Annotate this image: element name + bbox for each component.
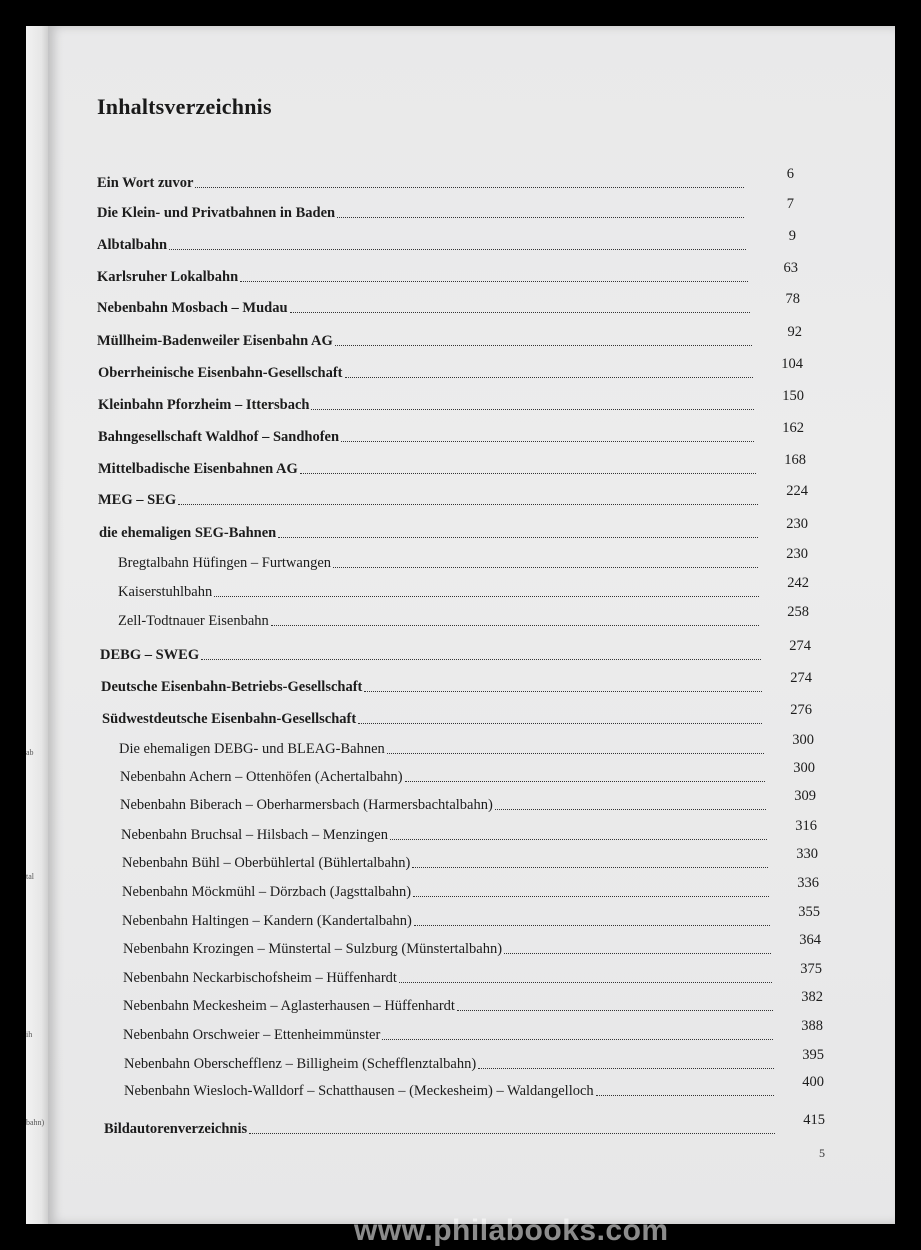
toc-entry-title: Südwestdeutsche Eisenbahn-Gesellschaft [102, 711, 357, 727]
toc-entry-page-number: 224 [786, 483, 808, 499]
toc-entry-page-number: 230 [786, 516, 808, 532]
toc-entry-title: Die ehemaligen DEBG- und BLEAG-Bahnen [119, 741, 385, 757]
toc-entry [102, 702, 812, 728]
watermark: www.philabooks.com [354, 1214, 669, 1247]
toc-entry-title: Nebenbahn Neckarbischofsheim – Hüffenhardt [123, 970, 397, 986]
dot-leader [214, 596, 759, 597]
toc-entry-title: Kaiserstuhlbahn [118, 584, 213, 600]
toc-entry [121, 818, 817, 844]
dot-leader [412, 867, 768, 868]
toc-entry-title: Albtalbahn [97, 237, 168, 253]
toc-entry [120, 788, 816, 814]
toc-entry [122, 875, 819, 901]
toc-entry-page-number: 316 [795, 818, 817, 834]
dot-leader [341, 441, 754, 442]
dot-leader [290, 312, 750, 313]
toc-entry-title: Nebenbahn Bruchsal – Hilsbach – Menzingen [121, 827, 388, 843]
toc-entry-page-number: 274 [790, 670, 812, 686]
toc-entry-title: MEG – SEG [98, 492, 177, 508]
toc-entry-title: Nebenbahn Möckmühl – Dörzbach (Jagsttalbahn) [122, 884, 412, 900]
toc-entry [98, 388, 804, 414]
toc-entry-title: Zell-Todtnauer Eisenbahn [118, 613, 269, 629]
facing-page-fragment: bahn) [26, 1118, 45, 1127]
toc-entry-page-number: 92 [787, 324, 802, 340]
toc-entry-page-number: 375 [800, 961, 822, 977]
page-number: 5 [819, 1146, 825, 1160]
dot-leader [405, 781, 765, 782]
toc-entry [123, 989, 823, 1015]
toc-entry-page-number: 162 [782, 420, 804, 436]
dot-leader [271, 625, 759, 626]
toc-entry-title: Müllheim-Badenweiler Eisenbahn AG [97, 333, 333, 349]
toc-entry [123, 932, 821, 958]
facing-page-fragment: ab [26, 748, 34, 757]
toc-entry [100, 638, 811, 664]
toc-entry-title: Nebenbahn Haltingen – Kandern (Kandertalbahn) [122, 913, 412, 929]
toc-entry [97, 291, 800, 317]
book-page [48, 26, 895, 1247]
toc-entry-page-number: 300 [792, 732, 814, 748]
toc-entry-page-number: 242 [787, 575, 809, 591]
dot-leader [300, 473, 756, 474]
facing-page-edge [26, 26, 48, 1224]
dot-leader [311, 409, 754, 410]
table-of-contents [48, 26, 895, 1224]
toc-entry [118, 546, 808, 572]
toc-entry-page-number: 9 [788, 228, 796, 244]
toc-entry-page-number: 415 [803, 1112, 825, 1128]
dot-leader [195, 187, 744, 188]
dot-leader [201, 659, 761, 660]
toc-entry-page-number: 63 [783, 260, 798, 276]
page-title: Inhaltsverzeichnis [97, 94, 272, 119]
dot-leader [387, 753, 764, 754]
toc-entry-title: Mittelbadische Eisenbahnen AG [98, 461, 298, 477]
toc-entry-title: Nebenbahn Meckesheim – Aglasterhausen – Hüffenhardt [123, 998, 455, 1014]
dot-leader [249, 1133, 775, 1134]
dot-leader [504, 953, 771, 954]
facing-page-fragment: ih [26, 1030, 33, 1039]
toc-entry-title: Nebenbahn Mosbach – Mudau [97, 300, 288, 316]
toc-entry [99, 516, 808, 542]
dot-leader [178, 504, 758, 505]
toc-entry-page-number: 6 [786, 166, 794, 182]
toc-entry [122, 846, 818, 872]
toc-entry-page-number: 104 [781, 356, 803, 372]
toc-entry [123, 1018, 823, 1044]
toc-entry [118, 604, 809, 630]
facing-page-fragment: tal [26, 872, 34, 881]
toc-entry-page-number: 395 [802, 1047, 824, 1063]
dot-leader [169, 249, 746, 250]
toc-entry-title: Bildautorenverzeichnis [104, 1121, 248, 1137]
dot-leader [358, 723, 762, 724]
toc-entry-title: Nebenbahn Orschweier – Ettenheimmünster [123, 1027, 381, 1043]
toc-entry-page-number: 78 [785, 291, 800, 307]
toc-entry [119, 732, 814, 758]
toc-entry [122, 904, 820, 930]
toc-entry [97, 260, 798, 286]
dot-leader [364, 691, 762, 692]
toc-entry-page-number: 400 [802, 1074, 824, 1090]
dot-leader [457, 1010, 773, 1011]
toc-entry-title: Kleinbahn Pforzheim – Ittersbach [98, 397, 310, 413]
toc-entry-title: Nebenbahn Oberschefflenz – Billigheim (Schefflenztalbahn) [124, 1056, 477, 1072]
toc-entry [98, 452, 806, 478]
dot-leader [414, 925, 770, 926]
toc-entry-page-number: 150 [782, 388, 804, 404]
dot-leader [333, 567, 758, 568]
dot-leader [345, 377, 754, 378]
toc-entry-title: Nebenbahn Krozingen – Münstertal – Sulzburg (Münstertalbahn) [123, 941, 503, 957]
toc-entry-page-number: 258 [787, 604, 809, 620]
toc-entry [98, 356, 803, 382]
toc-entry-page-number: 330 [796, 846, 818, 862]
toc-entry [118, 575, 809, 601]
toc-entry-page-number: 230 [786, 546, 808, 562]
dot-leader [596, 1095, 774, 1096]
toc-entry [101, 670, 812, 696]
dot-leader [390, 839, 767, 840]
toc-entry-title: Bahngesellschaft Waldhof – Sandhofen [98, 429, 340, 445]
toc-entry [123, 961, 822, 987]
toc-entry-page-number: 382 [801, 989, 823, 1005]
dot-leader [278, 537, 758, 538]
toc-entry-title: Nebenbahn Achern – Ottenhöfen (Achertalbahn) [120, 769, 403, 785]
toc-entry [98, 483, 808, 509]
toc-entry-page-number: 364 [799, 932, 821, 948]
toc-entry-title: Deutsche Eisenbahn-Betriebs-Gesellschaft [101, 679, 363, 695]
toc-entry [98, 420, 804, 446]
toc-entry [97, 228, 796, 254]
toc-entry-page-number: 300 [793, 760, 815, 776]
dot-leader [495, 809, 766, 810]
toc-entry-title: Bregtalbahn Hüfingen – Furtwangen [118, 555, 332, 571]
toc-entry-page-number: 309 [794, 788, 816, 804]
toc-entry-title: Nebenbahn Bühl – Oberbühlertal (Bühlertalbahn) [122, 855, 411, 871]
dot-leader [382, 1039, 773, 1040]
dot-leader [478, 1068, 774, 1069]
toc-entry-title: Nebenbahn Wiesloch-Walldorf – Schatthausen – (Meckesheim) – Waldangelloch [124, 1083, 594, 1099]
toc-entry-page-number: 355 [798, 904, 820, 920]
toc-entry-title: Nebenbahn Biberach – Oberharmersbach (Harmersbachtalbahn) [120, 797, 493, 813]
dot-leader [240, 281, 748, 282]
toc-entry [120, 760, 815, 786]
toc-entry-page-number: 7 [786, 196, 794, 212]
toc-entry-title: Ein Wort zuvor [97, 175, 194, 191]
dot-leader [335, 345, 752, 346]
toc-entry-page-number: 168 [784, 452, 806, 468]
toc-entry [104, 1112, 825, 1138]
toc-entry [97, 196, 794, 222]
toc-entry [97, 166, 794, 192]
toc-entry [124, 1074, 824, 1100]
toc-entry [124, 1047, 824, 1073]
dot-leader [337, 217, 744, 218]
toc-entry-page-number: 388 [801, 1018, 823, 1034]
toc-entry-title: DEBG – SWEG [100, 647, 200, 663]
toc-entry-title: die ehemaligen SEG-Bahnen [99, 525, 277, 541]
toc-entry-title: Die Klein- und Privatbahnen in Baden [97, 205, 336, 221]
dot-leader [413, 896, 769, 897]
toc-entry-title: Oberrheinische Eisenbahn-Gesellschaft [98, 365, 343, 381]
toc-entry [97, 324, 802, 350]
dot-leader [399, 982, 772, 983]
toc-entry-page-number: 274 [789, 638, 811, 654]
toc-entry-page-number: 276 [790, 702, 812, 718]
toc-entry-page-number: 336 [797, 875, 819, 891]
toc-entry-title: Karlsruher Lokalbahn [97, 269, 239, 285]
